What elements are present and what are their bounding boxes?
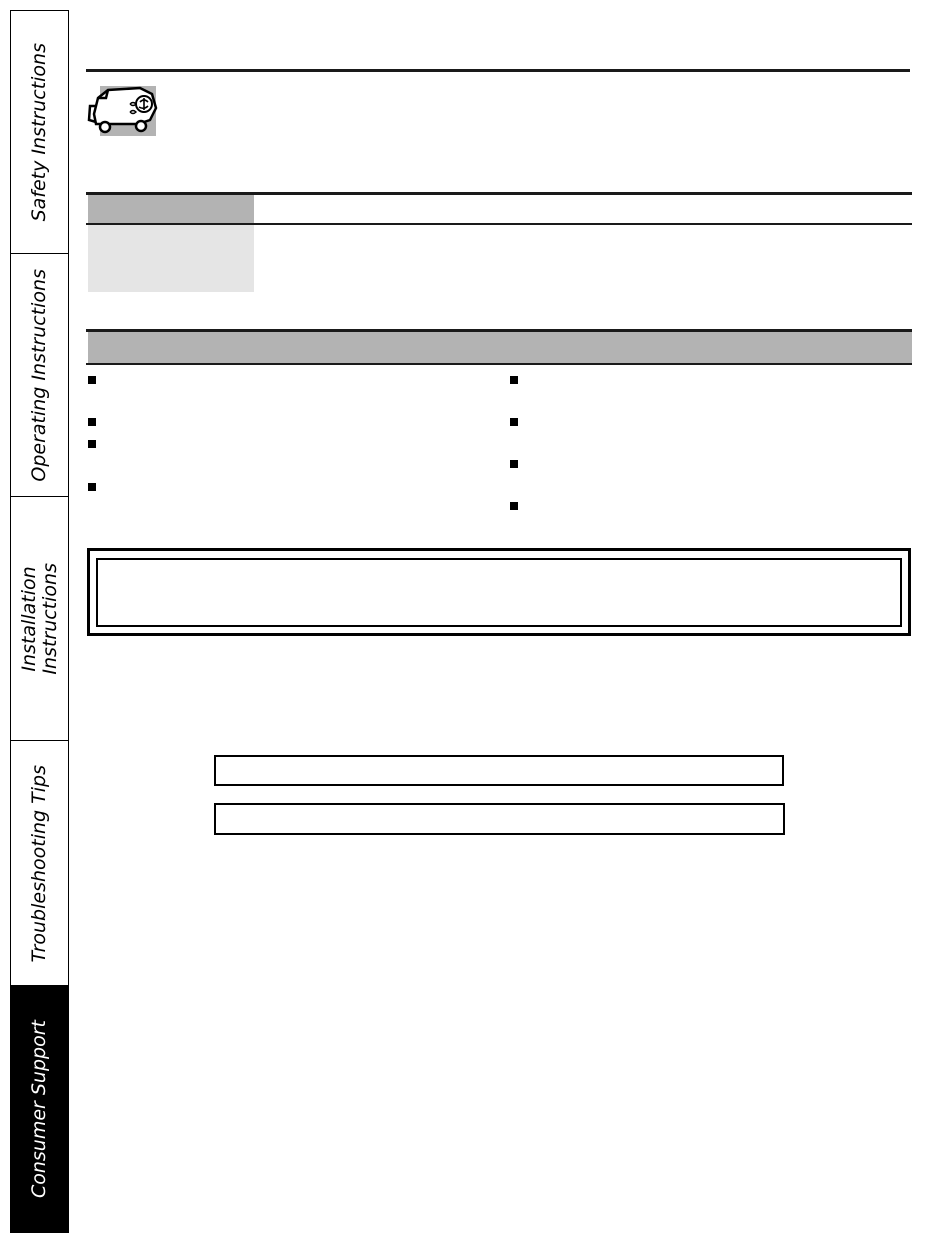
notice-box-inner — [96, 558, 902, 627]
tab-installation-line-2: Instructions — [38, 563, 61, 675]
tab-installation-instructions-label — [19, 563, 61, 675]
tab-troubleshooting-tips[interactable] — [10, 740, 69, 987]
list-bullet — [510, 418, 518, 426]
list-bullet — [88, 418, 96, 426]
table-label-cell — [88, 225, 254, 292]
tab-consumer-support-label: Consumer Support — [28, 1019, 50, 1199]
header-rule — [86, 69, 910, 72]
section-heading-underline — [86, 363, 912, 365]
tab-consumer-support[interactable] — [10, 985, 69, 1233]
tab-installation-line-1: Installation — [17, 566, 40, 672]
tab-operating-instructions[interactable] — [10, 253, 69, 498]
tab-installation-instructions[interactable] — [10, 496, 69, 742]
form-field-1[interactable] — [214, 755, 784, 786]
list-bullet — [510, 502, 518, 510]
table-heading-cell — [88, 195, 254, 223]
list-bullet — [510, 460, 518, 468]
tab-troubleshooting-tips-label: Troubleshooting Tips — [28, 764, 50, 963]
form-field-2[interactable] — [214, 803, 785, 835]
tab-operating-instructions-label: Operating Instructions — [28, 269, 50, 482]
appliance-truck-icon — [86, 84, 158, 138]
section-heading-bar — [88, 332, 912, 363]
list-bullet — [88, 440, 96, 448]
list-bullet — [88, 483, 96, 491]
section-tabs — [10, 10, 69, 1231]
tab-safety-instructions[interactable] — [10, 10, 69, 255]
tab-safety-instructions-label: Safety Instructions — [28, 43, 50, 222]
list-bullet — [88, 376, 96, 384]
list-bullet — [510, 376, 518, 384]
